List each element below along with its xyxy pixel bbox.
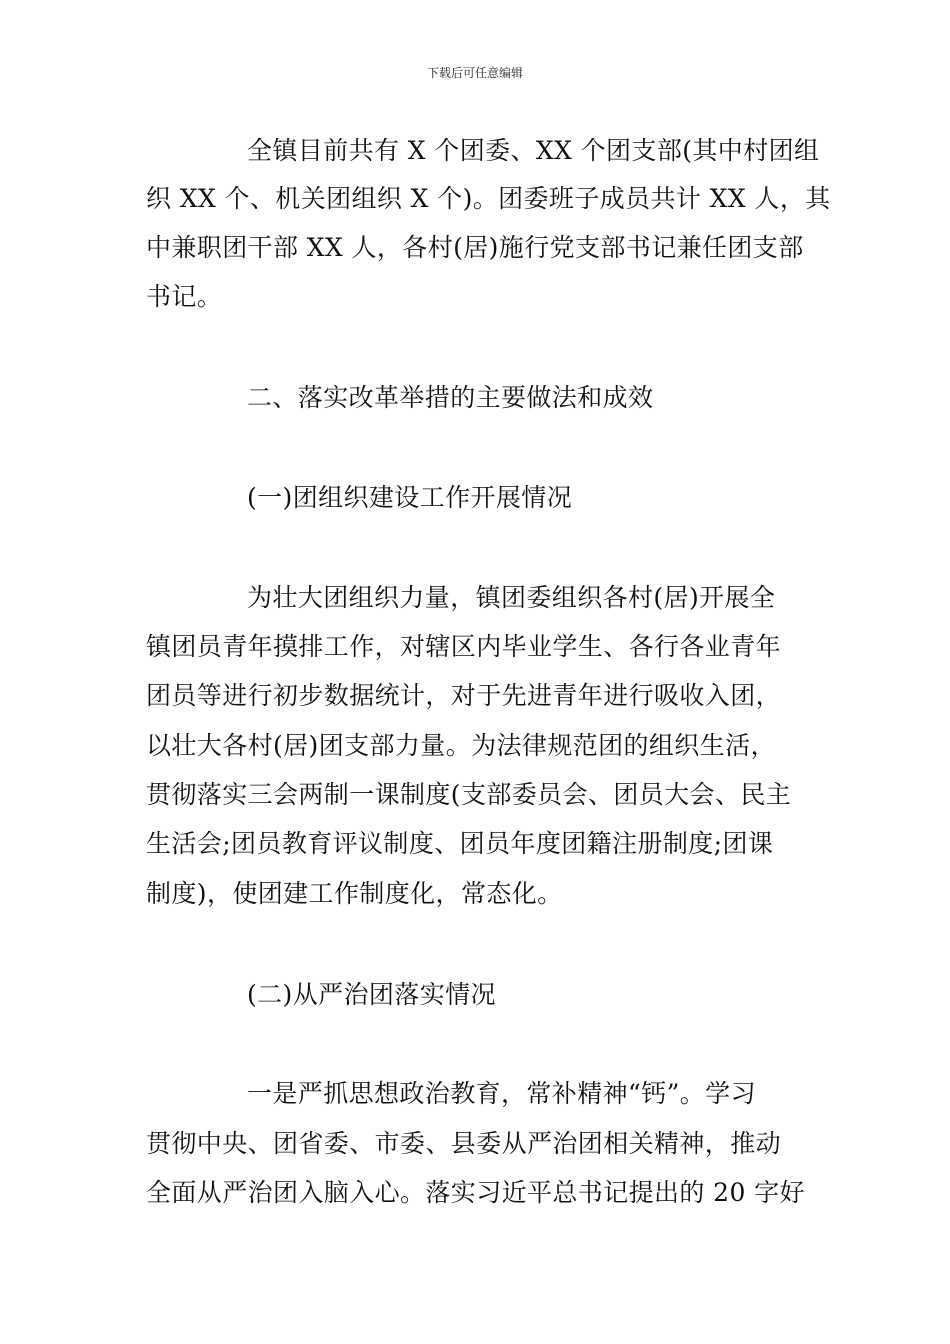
text-line: 书记。 [146,282,223,311]
subsection-heading: (一)团组织建设工作开展情况 [247,483,573,512]
text-line: 全镇目前共有 X 个团委、XX 个团支部(其中村团组 [247,136,820,165]
text-line: 贯彻落实三会两制一课制度(支部委员会、团员大会、民主 [146,780,792,809]
text-line: 织 XX 个、机关团组织 X 个)。团委班子成员共计 XX 人，其 [146,184,831,213]
page-header-note: 下载后可任意编辑 [426,66,523,80]
text-line: 以壮大各村(居)团支部力量。为法律规范团的组织生活， [146,731,776,760]
text-line: 为壮大团组织力量，镇团委组织各村(居)开展全 [247,583,776,612]
text-line: 团员等进行初步数据统计，对于先进青年进行吸收入团， [146,681,782,710]
text-line: 全面从严治团入脑入心。落实习近平总书记提出的 20 字好 [146,1178,805,1207]
text-line: 生活会;团员教育评议制度、团员年度团籍注册制度;团课 [146,829,774,858]
text-line: 制度)，使团建工作制度化，常态化。 [146,879,563,908]
text-line: 贯彻中央、团省委、市委、县委从严治团相关精神，推动 [146,1129,782,1158]
text-line: 镇团员青年摸排工作，对辖区内毕业学生、各行各业青年 [146,632,782,661]
section-heading: 二、落实改革举措的主要做法和成效 [247,383,654,412]
text-line: 一是严抓思想政治教育，常补精神“钙”。学习 [247,1079,756,1108]
text-line: 中兼职团干部 XX 人，各村(居)施行党支部书记兼任团支部 [146,233,804,262]
subsection-heading: (二)从严治团落实情况 [247,980,496,1009]
